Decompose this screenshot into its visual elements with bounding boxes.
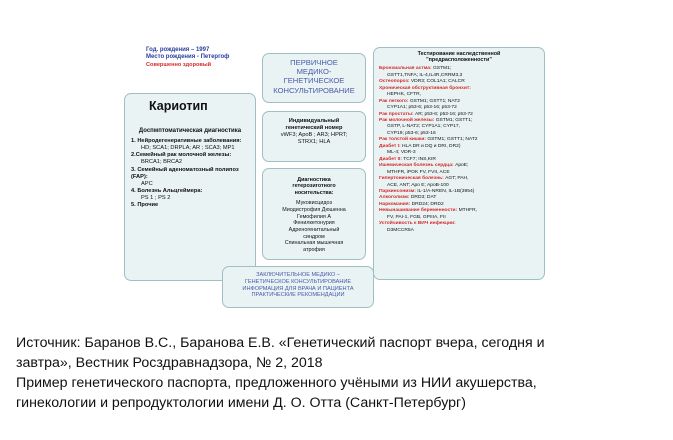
primary-line: КОНСУЛЬТИРОВАНИЕ xyxy=(273,85,355,95)
gene-list: VDR3; COL1A1; CALCR xyxy=(410,79,465,85)
condition-name: Диабет I: xyxy=(379,143,401,149)
predisposition-title-line: Тестирование наследственной xyxy=(417,51,501,57)
karyotype-item: 2.Семейный рак молочной железы: xyxy=(131,152,232,159)
caption-line: гинекологии и репродуктологии имени Д. О. Отта (Санкт-Петербург) xyxy=(16,395,466,411)
karyotype-item: 1. Нейродегенеративные заболевания: xyxy=(131,138,242,145)
health-status: Совершенно здоровый xyxy=(146,61,212,68)
heterozygous-list xyxy=(263,200,365,254)
primary-line: ПЕРВИЧНОЕ xyxy=(290,58,338,67)
condition-name: Остеопороз: xyxy=(379,79,410,85)
karyotype-item: 3. Семейный аденоматозный полипоз (FAP): xyxy=(131,166,239,180)
caption-line: Источник: Баранов В.С., Баранова Е.В. «Генетический паспорт вчера, сегодня и xyxy=(16,335,545,351)
condition-name: Хроническая обструктивная бронхит: xyxy=(379,85,471,91)
gene-list: DRD24; DRD2 xyxy=(411,201,444,207)
genetic-number-box xyxy=(262,111,366,162)
final-counseling-text xyxy=(223,272,373,299)
condition-name: Рак простаты: xyxy=(379,111,414,117)
gene-list: CYP1A1; p53-6; p53-16; p53-72 xyxy=(387,105,457,111)
primary-counseling-box xyxy=(262,53,366,103)
gene-list: FV, PAI-1, FGB, GPIIIA, FII xyxy=(387,214,446,220)
karyotype-item-detail: PS 1 ; PS 2 xyxy=(141,194,171,201)
predisposition-box xyxy=(373,47,545,280)
condition-name: Паркинсонизм: xyxy=(379,189,416,195)
gene-list: GSTM1; GSTT1; NAT2 xyxy=(409,98,461,104)
karyotype-title: Кариотип xyxy=(149,99,208,113)
gene-list: IL-1/A-NREN, IL-1B(3954) xyxy=(417,189,475,195)
gene-list: ApoE; xyxy=(455,163,469,169)
heterozygous-title-line: Диагностика xyxy=(297,177,331,183)
heterozygous-box xyxy=(262,168,366,260)
heterozygous-item: Фенилкетонурия xyxy=(293,220,335,227)
primary-line: ГЕНЕТИЧЕСКОЕ xyxy=(283,76,345,86)
condition-name: Рак толстой кишки: xyxy=(379,137,426,143)
karyotype-list xyxy=(131,138,249,209)
caption-line: Пример генетического паспорта, предложенного учёными из НИИ акушерства, xyxy=(16,375,537,391)
genetic-number-line: Индивидуальный xyxy=(288,118,340,124)
gene-list: GSTM1; GSTT1; NAT2 xyxy=(427,137,478,143)
condition-name: Рак легкого: xyxy=(379,98,409,104)
predisposition-title xyxy=(379,51,539,63)
karyotype-item: 5. Прочие xyxy=(131,202,159,209)
predisposition-title-line: "предрасположенности" xyxy=(426,57,492,64)
gene-list: GSTM1; GSTT1; xyxy=(435,118,473,124)
final-line: ИНФОРМАЦИЯ ДЛЯ ВРАЧА И ПАЦИЕНТА xyxy=(242,285,354,292)
gene-list: HLA DR и DQ и DRI, DR2) xyxy=(402,143,461,149)
heterozygous-item: Спинальная мышечная xyxy=(284,240,344,247)
gene-list: D3MCCR5A xyxy=(387,227,414,233)
gene-list: AGT; PAH, xyxy=(445,176,469,182)
final-line: ЗАКЛЮЧИТЕЛЬНОЕ МЕДИКО – xyxy=(256,272,340,278)
final-line: ПРАКТИЧЕСКИЕ РЕКОМЕНДАЦИИ xyxy=(251,292,345,299)
gene-list: GSTT1,TNFA; IL-4,IL4R,CRRM3,3 xyxy=(387,72,463,78)
predisposition-row xyxy=(379,228,539,234)
gene-list: ML-4; VDR-3 xyxy=(387,150,416,156)
heterozygous-item: синдром xyxy=(303,233,325,240)
heterozygous-title-line: гетерозиготного xyxy=(292,183,336,190)
gene-list: ACE, ANT; Apo E; ApoB-100 xyxy=(387,182,449,188)
predisposition-list xyxy=(379,66,539,234)
condition-name: Ишемическая болезнь сердца: xyxy=(379,163,454,169)
condition-name: Наркомания: xyxy=(379,201,411,207)
condition-name: Бронхиальная астма: xyxy=(379,66,432,72)
heterozygous-item: Муковисцидоз xyxy=(296,200,332,207)
gene-list: DRD3; DAT xyxy=(410,195,437,201)
final-line: ГЕНЕТИЧЕСКОЕ КОНСУЛЬТИРОВАНИЕ xyxy=(244,278,352,285)
primary-line: МЕДИКО- xyxy=(296,67,332,77)
heterozygous-title xyxy=(263,177,365,196)
gene-list: GSTP, L-NAT2; CYP1A1; CYP17, xyxy=(387,124,460,130)
genetic-number-line: STRX1; HLA xyxy=(297,139,331,145)
karyotype-box xyxy=(124,93,256,281)
karyotype-subtitle: Доспмптоматическая диагностика xyxy=(138,128,242,134)
genetic-number-line: vWF3; ApoB ; AR3; HPRT; xyxy=(280,132,348,138)
heterozygous-item: атрофия xyxy=(303,247,325,254)
gene-list: TCF7; INS,KIR xyxy=(403,156,436,162)
birth-year: Год. рождения – 1997 xyxy=(146,47,210,53)
condition-name: Рак молочной железы: xyxy=(379,118,435,124)
caption xyxy=(16,333,666,413)
heterozygous-item: Адреногенитальный xyxy=(288,227,340,234)
karyotype-item-detail: HD; SCA1; DRPLA; AR ; SCA3; MP1 xyxy=(141,145,235,152)
birth-info xyxy=(146,47,258,69)
birth-place: Место рождения - Петергоф xyxy=(146,54,230,61)
heterozygous-title-line: носительства: xyxy=(294,189,334,196)
karyotype-item-detail: BRCA1; BRCA2 xyxy=(141,159,183,166)
gene-list: MTHFR, iPOK FV, FVII, ACE xyxy=(387,169,450,175)
heterozygous-item: Миодистрофия Дюшенна xyxy=(282,206,346,213)
gene-list: AR; p53-6; p53-16; p53-72 xyxy=(414,111,473,117)
heterozygous-item: Гемофилия А xyxy=(297,213,331,220)
condition-name: Невынашивание беременности: xyxy=(379,208,458,214)
condition-name: Алкоголизм: xyxy=(379,195,410,201)
karyotype-item-detail: APC xyxy=(141,180,153,187)
condition-name: Устойчивость к ВИЧ инфекции: xyxy=(379,221,456,227)
gene-list: MTHFR, xyxy=(458,208,478,214)
gene-list: HEPHK, CFTR, xyxy=(387,92,421,98)
condition-name: Гипертоническая болезнь: xyxy=(379,176,444,182)
karyotype-item: 4. Болезнь Альцгеймера: xyxy=(131,187,203,194)
condition-name: Диабет II: xyxy=(379,156,402,162)
gene-list: GSTM1; xyxy=(433,66,452,72)
genetic-number-text xyxy=(263,118,365,146)
final-counseling-box xyxy=(222,266,374,308)
gene-list: CYP19; p53-6; p53-16 xyxy=(387,130,436,136)
primary-counseling-text xyxy=(263,58,365,95)
genetic-number-line: генетический номер xyxy=(285,125,343,131)
caption-line: завтра», Вестник Росздравнадзора, № 2, 2018 xyxy=(16,355,323,371)
